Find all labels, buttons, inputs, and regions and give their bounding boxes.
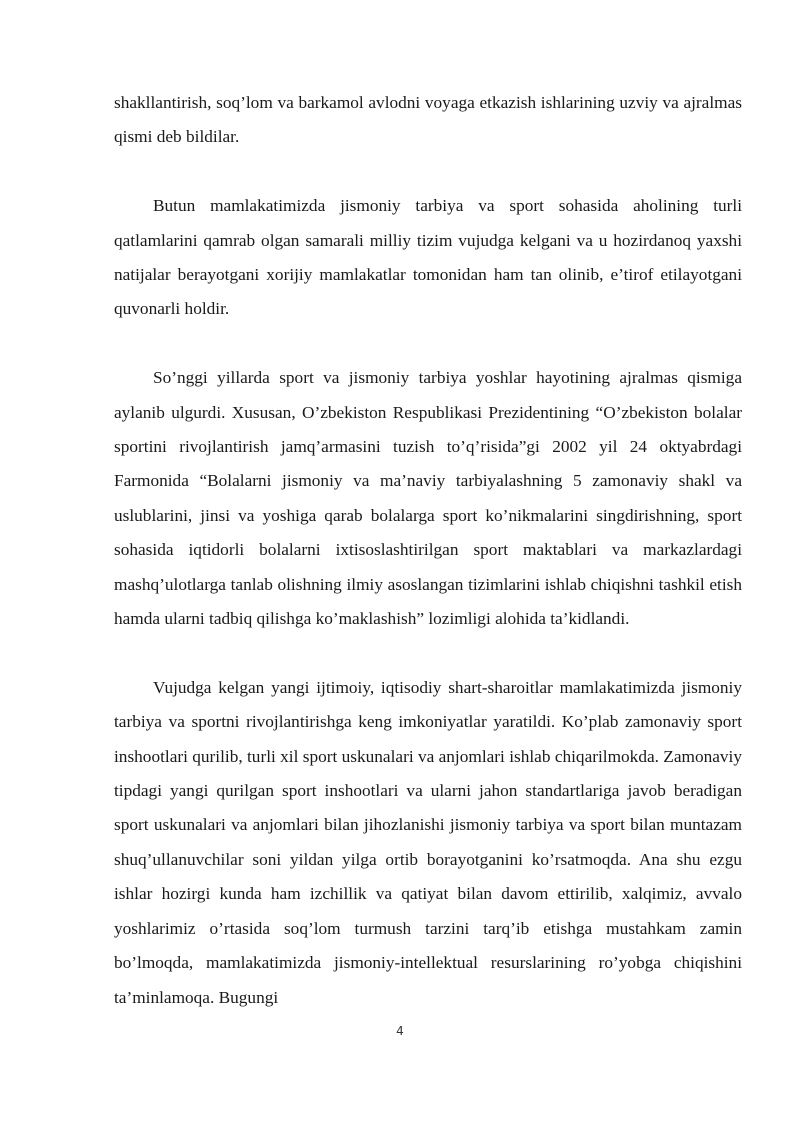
paragraph-1: shakllantirish, soq’lom va barkamol avlodni voyaga etkazish ishlarining uzviy va ajralmas qismi deb bildilar. bbox=[114, 93, 742, 147]
body-text bbox=[114, 86, 742, 1015]
paragraph-3: So’nggi yillarda sport va jismoniy tarbiya yoshlar hayotining ajralmas qismiga aylanib ulgurdi. Xususan, O’zbekiston Respublikasi Prezidentining “O’zbekiston bolalar sportini rivojlantirish jamq’armasini tuzish to’q’risida”gi 2002 yil 24 oktyabrdagi Farmonida “Bolalarni jismoniy va ma’naviy tarbiyalashning 5 zamonaviy shakl va uslublarini, jinsi va yoshiga qarab bolalarga sport ko’nikmalarini singdirishning, sport sohasida iqtidorli bolalarni ixtisoslashtirilgan sport maktablari va markazlardagi mashq’ulotlarga tanlab olishning ilmiy asoslangan tizimlarini ishlab chiqishni tashkil etish hamda ularni tadbiq qilishga ko’maklashish” lozimligi alohida ta’kidlandi. bbox=[114, 368, 742, 629]
paragraph-4: Vujudga kelgan yangi ijtimoiy, iqtisodiy shart-sharoitlar mamlakatimizda jismoniy tarbiya va sportni rivojlantirishga keng imkoniyatlar yaratildi. Ko’plab zamonaviy sport inshootlari qurilib, turli xil sport uskunalari va anjomlari ishlab chiqarilmokda. Zamonaviy tipdagi yangi qurilgan sport inshootlari va ularni jahon standartlariga javob beradigan sport uskunalari va anjomlari bilan jihozlanishi jismoniy tarbiya va sport bilan muntazam shuq’ullanuvchilar soni yildan yilga ortib borayotganini ko’rsatmoqda. Ana shu ezgu ishlar hozirgi kunda ham izchillik va qatiyat bilan davom ettirilib, xalqimiz, avvalo yoshlarimiz o’rtasida soq’lom turmush tarzini tarq’ib etishga mustahkam zamin bo’lmoqda, mamlakatimizda jismoniy-intellektual resurslarining ro’yobga chiqishini ta’minlamoqa. Bugungi bbox=[114, 677, 742, 1007]
paragraph-2: Butun mamlakatimizda jismoniy tarbiya va sport sohasida aholining turli qatlamlarini qamrab olgan samarali milliy tizim vujudga kelgani va u hozirdanoq yaxshi natijalar berayotgani xorijiy mamlakatlar tomonidan ham tan olinib, e’tirof etilayotgani quvonarli holdir. bbox=[114, 196, 742, 319]
page-number: 4 bbox=[396, 1024, 404, 1038]
